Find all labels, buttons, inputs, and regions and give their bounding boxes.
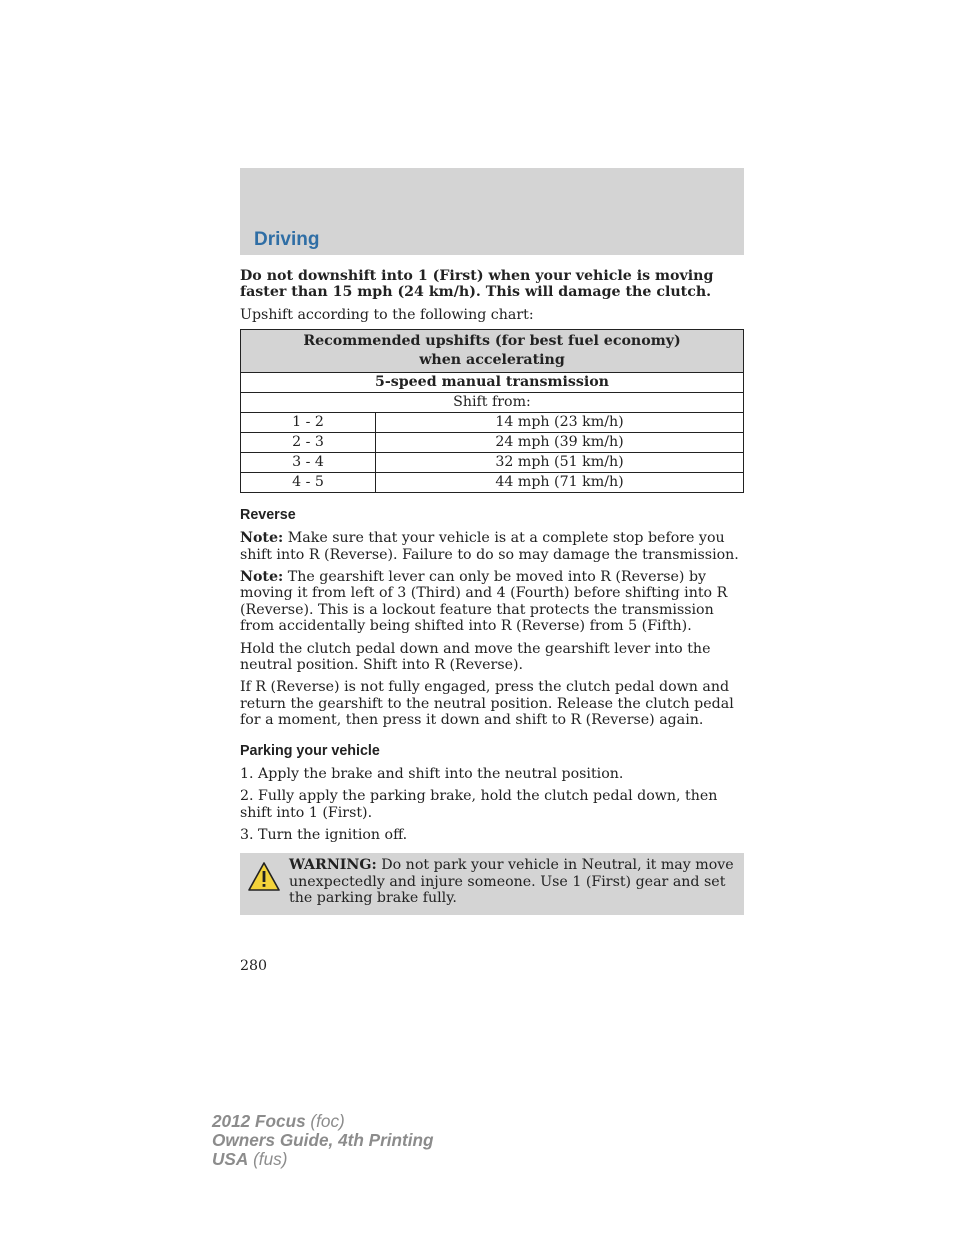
reverse-heading: Reverse: [240, 507, 296, 524]
parking-step-3: 3. Turn the ignition off.: [240, 826, 408, 843]
page-content: [240, 268, 744, 915]
note-text: The gearshift lever can only be moved into R (Reverse) by moving it from left of 3 (Third) and 4 (Fourth) before shifting into R (Reverse). This is a lockout feature that protects the transmission from accidentally being shifted into R (Reverse) from 5 (Fifth).: [240, 569, 728, 635]
footer-guide: Owners Guide, 4th Printing: [212, 1130, 434, 1150]
downshift-warning: Do not downshift into 1 (First) when your vehicle is moving faster than 15 mph (24 km/h). This will damage the clutch.: [240, 268, 714, 301]
warning-box: [240, 853, 744, 915]
section-title: Driving: [254, 229, 320, 250]
footer-model-code: (foc): [305, 1111, 345, 1131]
parking-heading: Parking your vehicle: [240, 742, 380, 759]
parking-step-1: 1. Apply the brake and shift into the neutral position.: [240, 765, 624, 782]
upshift-table: [240, 329, 744, 493]
table-subtitle: 5-speed manual transmission: [241, 373, 744, 393]
gear-cell: 2 - 3: [241, 433, 376, 453]
note-label: Note:: [240, 530, 284, 547]
speed-cell: 44 mph (71 km/h): [376, 473, 744, 493]
speed-cell: 32 mph (51 km/h): [376, 453, 744, 473]
note-label: Note:: [240, 569, 284, 586]
footer: [212, 1112, 434, 1169]
table-title: Recommended upshifts (for best fuel economy) when accelerating: [241, 330, 744, 373]
gear-cell: 4 - 5: [241, 473, 376, 493]
footer-region-code: (fus): [248, 1149, 288, 1169]
parking-step-2: 2. Fully apply the parking brake, hold the clutch pedal down, then shift into 1 (First).: [240, 788, 718, 821]
table-row: [241, 473, 744, 493]
footer-line-region: [212, 1150, 434, 1169]
table-shift-label: Shift from:: [241, 393, 744, 413]
note-text: Make sure that your vehicle is at a complete stop before you shift into R (Reverse). Failure to do so may damage the transmission.: [240, 530, 739, 563]
footer-region: USA: [212, 1149, 249, 1169]
speed-cell: 24 mph (39 km/h): [376, 433, 744, 453]
reverse-note-1: [240, 530, 744, 563]
footer-line-model: [212, 1112, 434, 1131]
table-row: [241, 433, 744, 453]
chart-intro: Upshift according to the following chart:: [240, 306, 534, 323]
reverse-paragraph-2: If R (Reverse) is not fully engaged, press the clutch pedal down and return the gearshift to the neutral position. Release the clutch pedal for a moment, then press it down and shift to R (Reverse) again.: [240, 679, 734, 729]
page-number: 280: [240, 958, 268, 974]
reverse-paragraph-1: Hold the clutch pedal down and move the gearshift lever into the neutral position. Shift into R (Reverse).: [240, 640, 711, 674]
speed-cell: 14 mph (23 km/h): [376, 413, 744, 433]
reverse-note-2: [240, 569, 744, 635]
section-header-band: [240, 168, 744, 255]
gear-cell: 1 - 2: [241, 413, 376, 433]
gear-cell: 3 - 4: [241, 453, 376, 473]
table-row: [241, 413, 744, 433]
warning-text: Do not park your vehicle in Neutral, it may move unexpectedly and injure someone. Use 1 (First) gear and set the parking brake fully.: [289, 857, 734, 907]
warning-label: WARNING:: [289, 857, 377, 874]
footer-model: 2012 Focus: [212, 1111, 306, 1131]
table-row: [241, 453, 744, 473]
warning-triangle-icon: [247, 861, 281, 893]
